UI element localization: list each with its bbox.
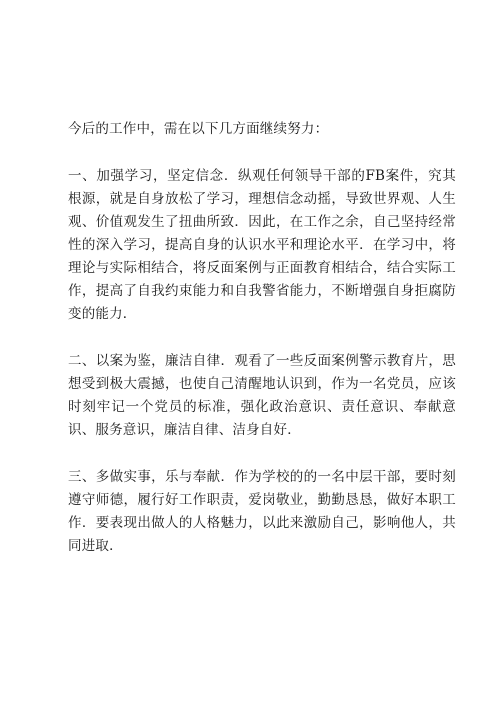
document-body bbox=[68, 118, 456, 582]
paragraph-study: 一、加强学习，坚定信念．纵观任何领导干部的FB案件，究其根源，就是自身放松了学习，理想信念动摇，导致世界观、人生观、价值观发生了扭曲所致．因此，在工作之余，自己坚持经常性的深入学习，提高自身的认识水平和理论水平．在学习中，将理论与实际相结合，将反面案例与正面教育相结合，结合实际工作，提高了自我约束能力和自我警省能力，不断增强自身拒腐防变的能力． bbox=[68, 168, 456, 322]
paragraph-integrity: 二、以案为鉴，廉洁自律．观看了一些反面案例警示教育片，思想受到极大震撼，也使自己清醒地认识到，作为一名党员，应该时刻牢记一个党员的标准，强化政治意识、责任意识、奉献意识、服务意识，廉洁自律、洁身自好． bbox=[68, 353, 456, 438]
intro-paragraph: 今后的工作中，需在以下几方面继续努力： bbox=[68, 121, 329, 137]
paragraph-dedication: 三、多做实事，乐与奉献．作为学校的的一名中层干部，要时刻遵守师德，履行好工作职责，爱岗敬业，勤勤恳恳，做好本职工作．要表现出做人的人格魅力，以此来激励自己，影响他人，共同进取． bbox=[68, 469, 456, 554]
